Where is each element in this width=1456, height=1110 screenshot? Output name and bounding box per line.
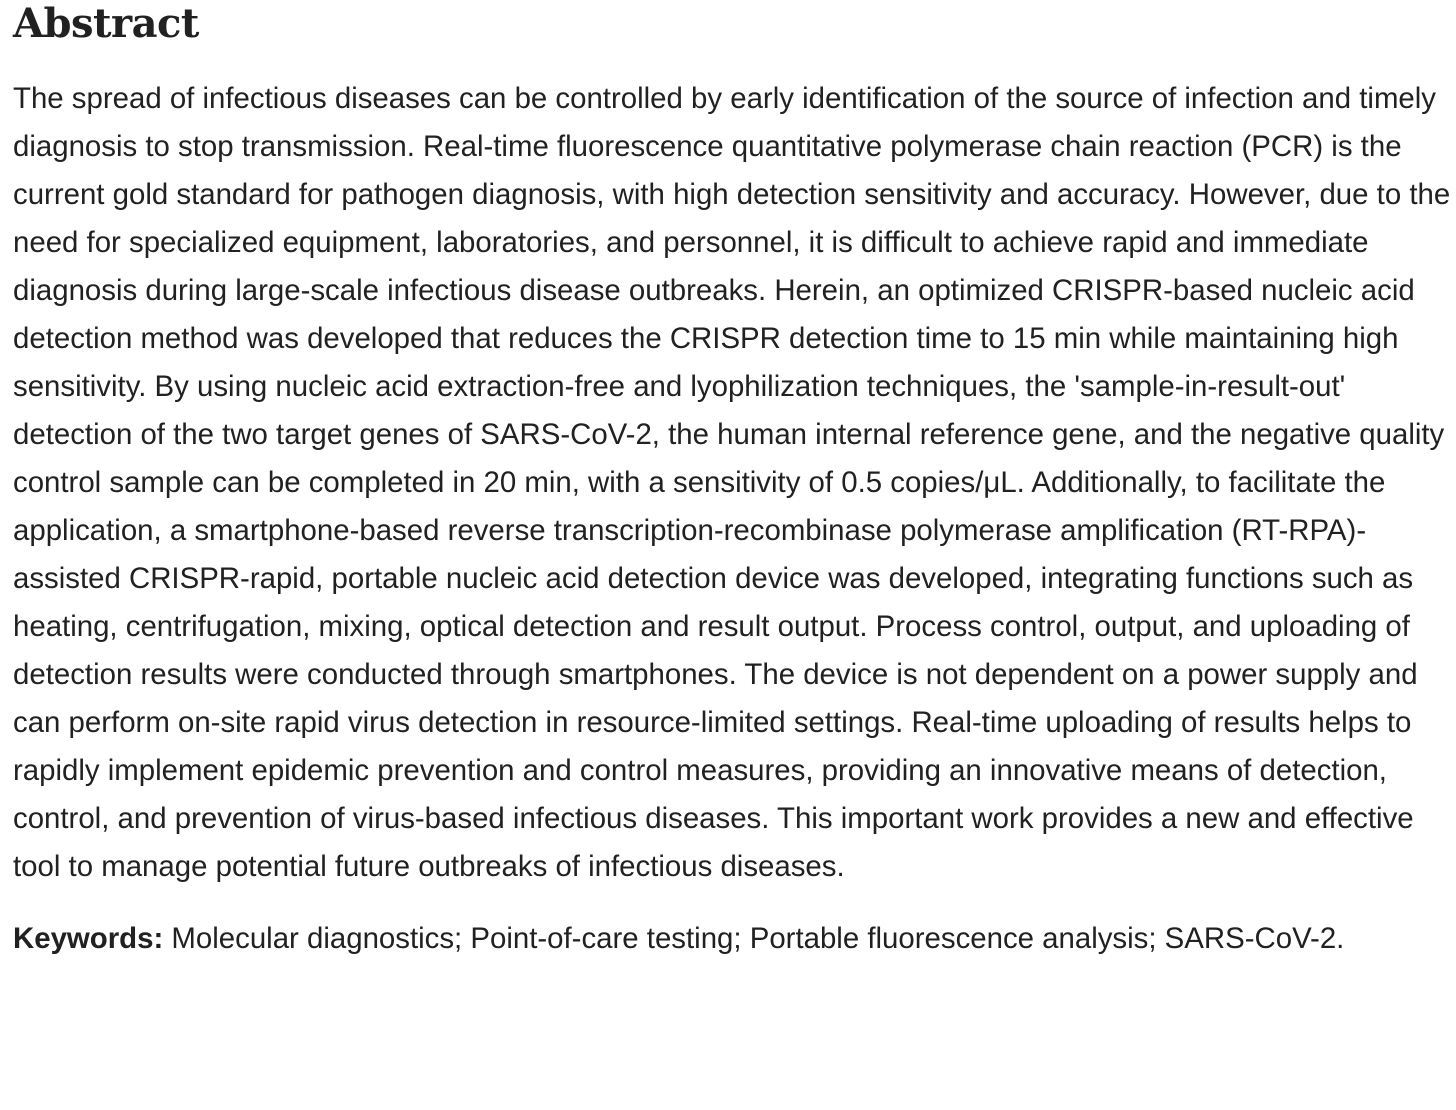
abstract-section: [13, 0, 1453, 963]
keywords-list: Molecular diagnostics; Point-of-care testing; Portable fluorescence analysis; SARS-CoV-2.: [163, 922, 1345, 955]
abstract-body: The spread of infectious diseases can be controlled by early identification of the source of infection and timely diagnosis to stop transmission. Real-time fluorescence quantitative polymerase chain reaction (PCR) is the current gold standard for pathogen diagnosis, with high detection sensitivity and accuracy. However, due to the need for specialized equipment, laboratories, and personnel, it is difficult to achieve rapid and immediate diagnosis during large-scale infectious disease outbreaks. Herein, an optimized CRISPR-based nucleic acid detection method was developed that reduces the CRISPR detection time to 15 min while maintaining high sensitivity. By using nucleic acid extraction-free and lyophilization techniques, the 'sample-in-result-out' detection of the two target genes of SARS-CoV-2, the human internal reference gene, and the negative quality control sample can be completed in 20 min, with a sensitivity of 0.5 copies/μL. Additionally, to facilitate the application, a smartphone-based reverse transcription-recombinase polymerase amplification (RT-RPA)-assisted CRISPR-rapid, portable nucleic acid detection device was developed, integrating functions such as heating, centrifugation, mixing, optical detection and result output. Process control, output, and uploading of detection results were conducted through smartphones. The device is not dependent on a power supply and can perform on-site rapid virus detection in resource-limited settings. Real-time uploading of results helps to rapidly implement epidemic prevention and control measures, providing an innovative means of detection, control, and prevention of virus-based infectious diseases. This important work provides a new and effective tool to manage potential future outbreaks of infectious diseases.: [13, 82, 1451, 883]
keywords-paragraph: [13, 915, 1453, 963]
keywords-label: Keywords:: [13, 922, 164, 955]
section-heading: Abstract: [13, 0, 199, 47]
